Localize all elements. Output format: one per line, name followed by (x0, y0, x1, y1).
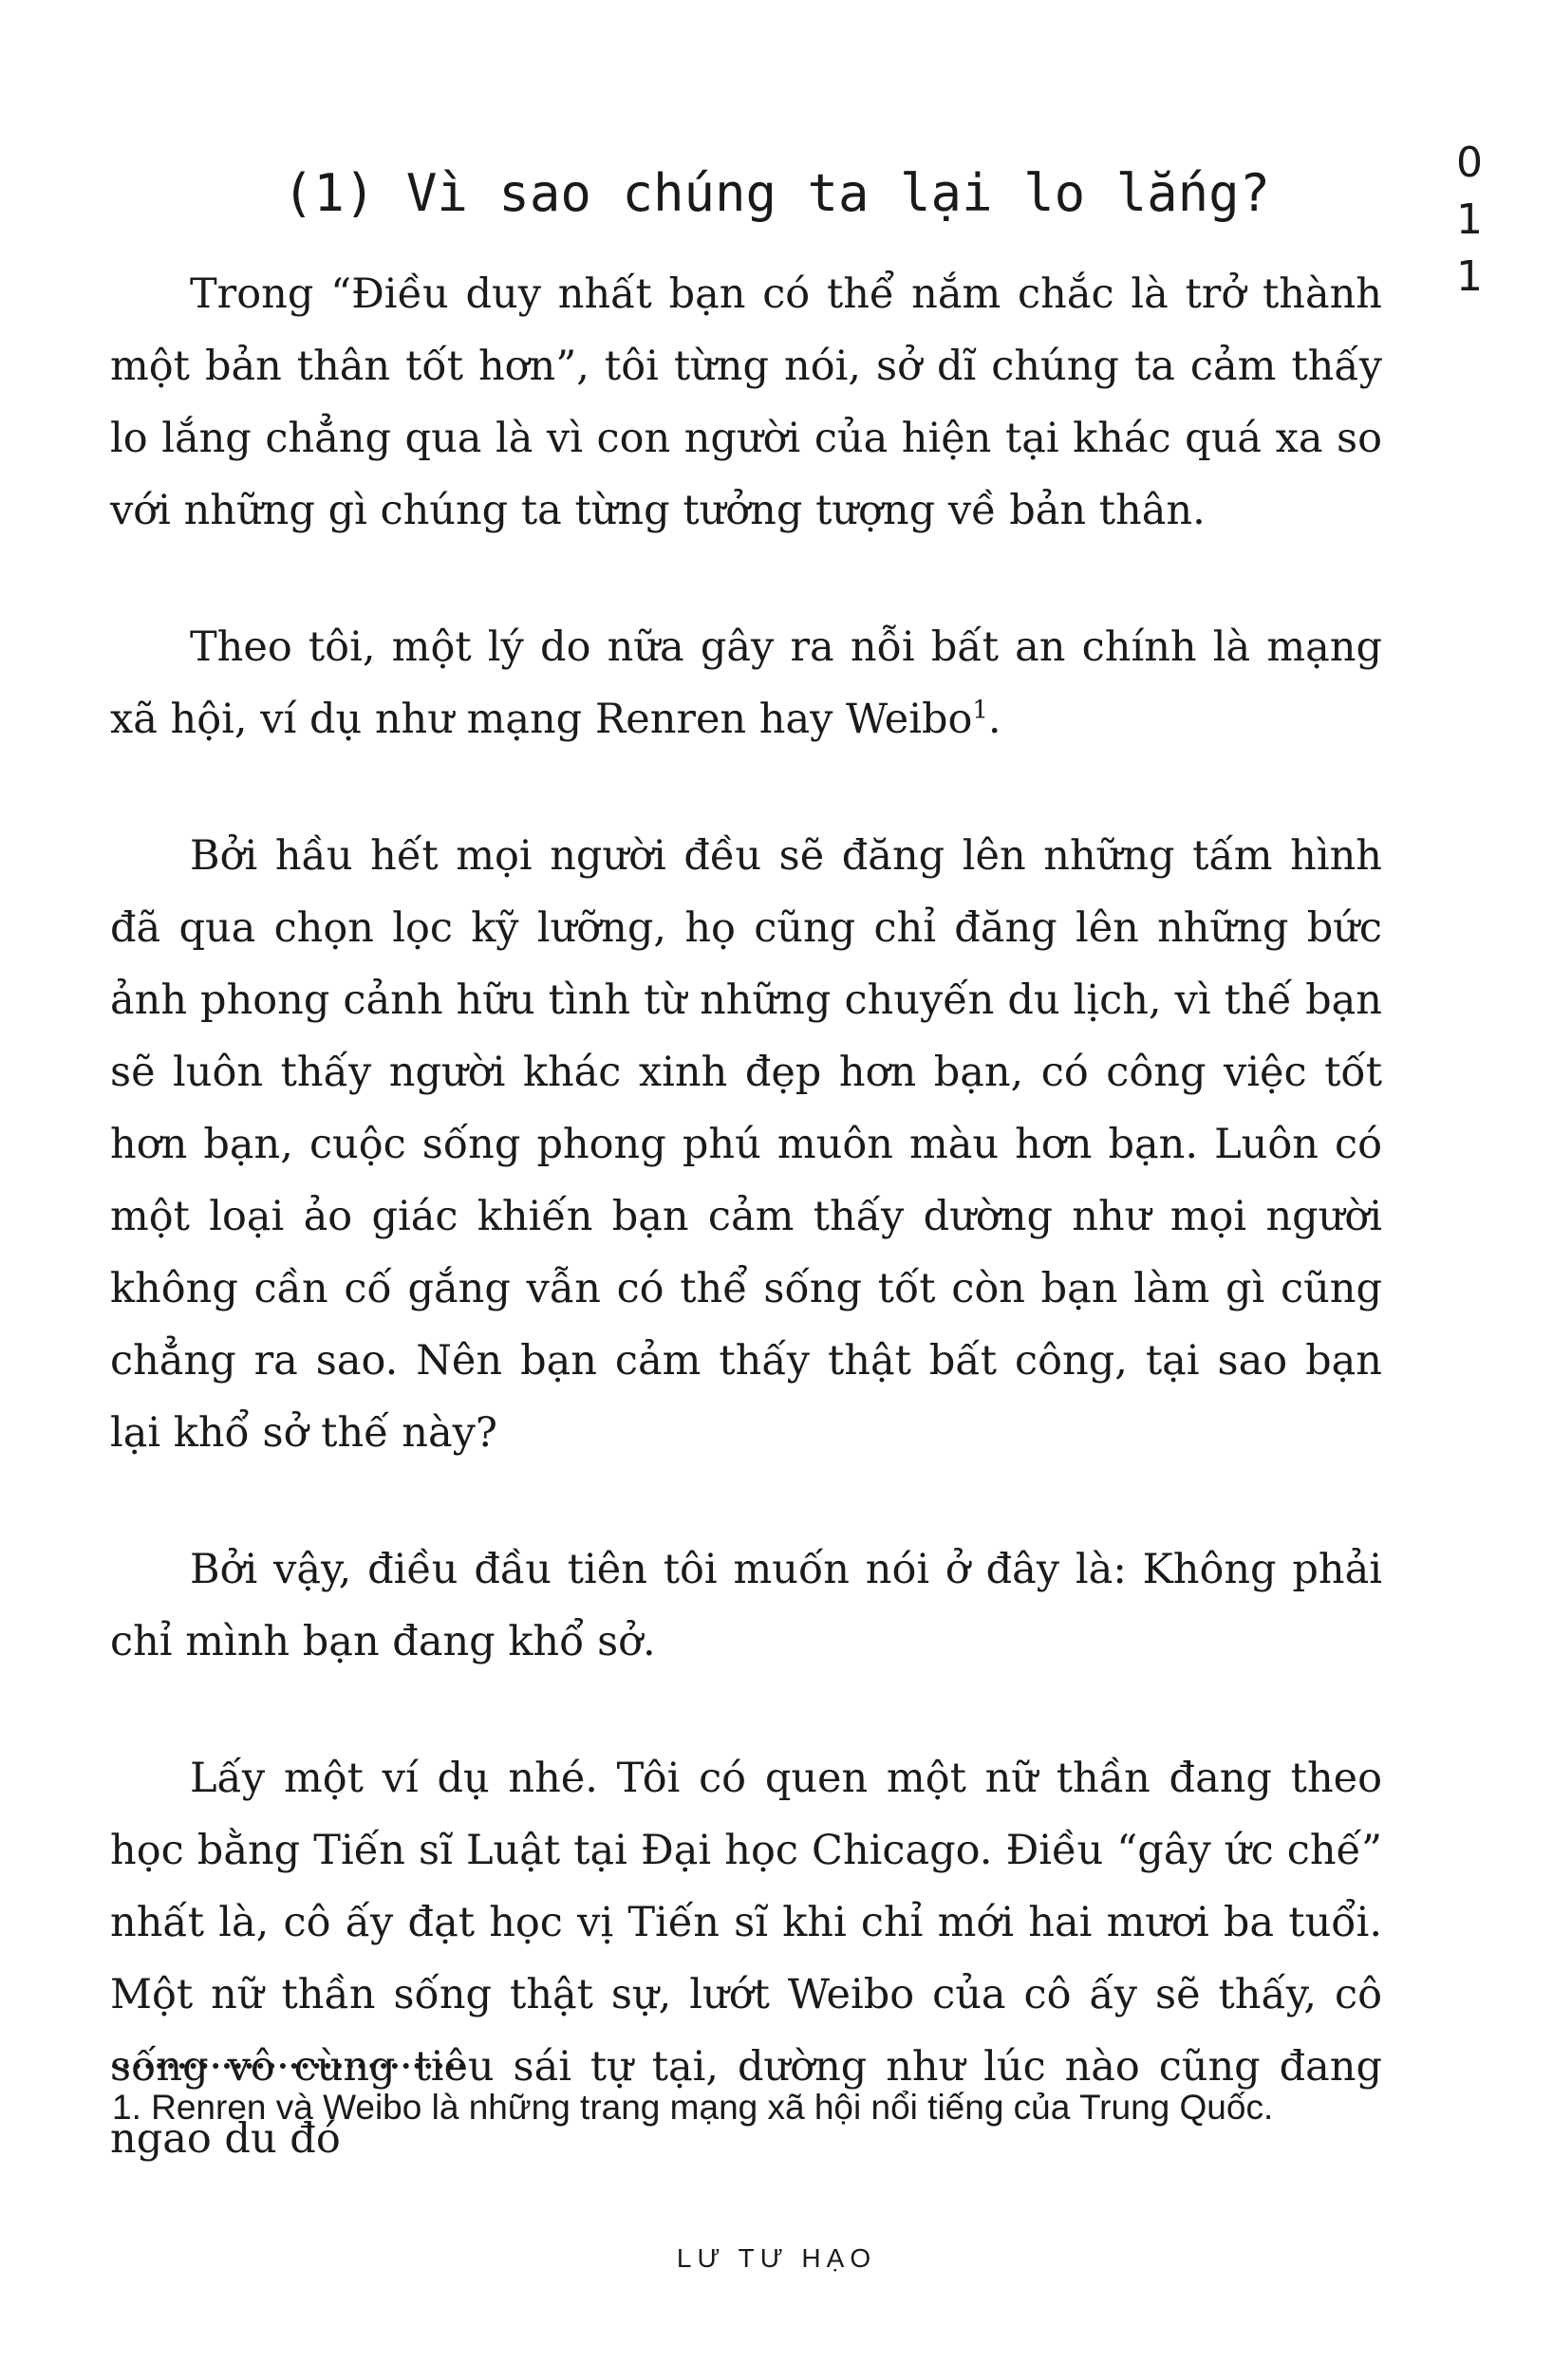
section-title: (1) Vì sao chúng ta lại lo lắng? (282, 163, 1271, 223)
paragraph-end: . (987, 696, 1001, 743)
author-name: LƯ TƯ HẠO (676, 2243, 877, 2273)
body-text (110, 258, 1382, 2175)
footnote-divider (112, 2063, 465, 2069)
paragraph: Lấy một ví dụ nhé. Tôi có quen một nữ thần đang theo học bằng Tiến sĩ Luật tại Đại học Chicago. Điều “gây ức chế” nhất là, cô ấy đạt học vị Tiến sĩ khi chỉ mới hai mươi ba tuổi. Một nữ thần sống thật sự, lướt Weibo của cô ấy sẽ thấy, cô sống vô cùng tiêu sái tự tại, dường như lúc nào cũng đang ngao du đó (110, 1755, 1382, 2163)
footnote: 1. Renren và Weibo là những trang mạng xã hội nổi tiếng của Trung Quốc. (112, 2088, 1274, 2127)
page-number-digit: 1 (1456, 195, 1483, 244)
footnote-marker: 1 (972, 696, 988, 725)
paragraph: Bởi vậy, điều đầu tiên tôi muốn nói ở đây là: Không phải chỉ mình bạn đang khổ sở. (110, 1546, 1382, 1665)
paragraph: Bởi hầu hết mọi người đều sẽ đăng lên những tấm hình đã qua chọn lọc kỹ lưỡng, họ cũng chỉ đăng lên những bức ảnh phong cảnh hữu tình từ những chuyến du lịch, vì thế bạn sẽ luôn thấy người khác xinh đẹp hơn bạn, có công việc tốt hơn bạn, cuộc sống phong phú muôn màu hơn bạn. Luôn có một loại ảo giác khiến bạn cảm thấy dường như mọi người không cần cố gắng vẫn có thể sống tốt còn bạn làm gì cũng chẳng ra sao. Nên bạn cảm thấy thật bất công, tại sao bạn lại khổ sở thế này? (110, 832, 1382, 1457)
paragraph (110, 611, 1382, 755)
paragraph-text: Theo tôi, một lý do nữa gây ra nỗi bất an chính là mạng xã hội, ví dụ như mạng Renren hay Weibo (110, 623, 1382, 743)
paragraph: Trong “Điều duy nhất bạn có thể nắm chắc là trở thành một bản thân tốt hơn”, tôi từng nói, sở dĩ chúng ta cảm thấy lo lắng chẳng qua là vì con người của hiện tại khác quá xa so với những gì chúng ta từng tưởng tượng về bản thân. (110, 270, 1382, 534)
page-number-digit: 1 (1456, 252, 1483, 301)
page-number-digit: 0 (1456, 139, 1483, 187)
